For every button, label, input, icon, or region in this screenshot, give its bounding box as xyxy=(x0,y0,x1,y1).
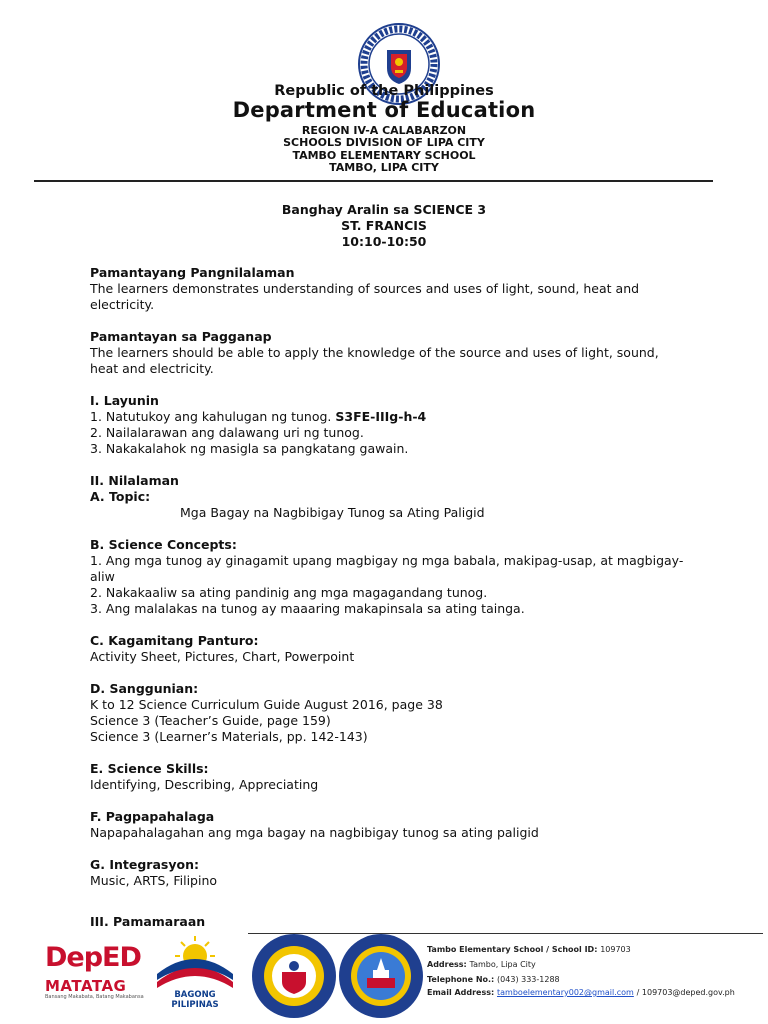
content-standard-heading: Pamantayang Pangnilalaman xyxy=(90,265,295,280)
header-region: REGION IV-A CALABARZON xyxy=(301,124,467,137)
reference-item: K to 12 Science Curriculum Guide August 2016, page 38 xyxy=(90,697,443,712)
plan-time: 10:10-10:50 xyxy=(341,234,427,249)
header-school: TAMBO ELEMENTARY SCHOOL xyxy=(292,149,476,162)
deped-logo: DepED xyxy=(45,942,141,973)
content-heading: II. Nilalaman xyxy=(90,473,179,488)
matatag-tagline: Bansang Makabata, Batang Makabansa xyxy=(45,994,144,1000)
reference-item: Science 3 (Learner’s Materials, pp. 142-143) xyxy=(90,729,368,744)
objective-item: 1. Natutukoy ang kahulugan ng tunog. S3FE-IIIg-h-4 xyxy=(90,409,427,424)
contact-school: Tambo Elementary School / School ID: 109703 xyxy=(427,945,631,954)
materials-heading: C. Kagamitang Panturo: xyxy=(90,633,259,648)
performance-standard-text: The learners should be able to apply the knowledge of the source and uses of light, sound, heat and electricity. xyxy=(90,345,659,376)
bagong-pilipinas-label: BAGONG PILIPINAS xyxy=(171,990,219,1010)
objective-item: 3. Nakakalahok ng masigla sa pangkatang gawain. xyxy=(90,441,409,456)
performance-standard-heading: Pamantayan sa Pagganap xyxy=(90,329,272,344)
integration-heading: G. Integrasyon: xyxy=(90,857,199,872)
values-text: Napapahalagahan ang mga bagay na nagbibigay tunog sa ating paligid xyxy=(90,825,539,840)
header-divider xyxy=(34,180,713,182)
header-division: SCHOOLS DIVISION OF LIPA CITY xyxy=(283,136,485,149)
concept-item: 2. Nakakaaliw sa ating pandinig ang mga magagandang tunog. xyxy=(90,585,488,600)
materials-text: Activity Sheet, Pictures, Chart, Powerpoint xyxy=(90,649,355,664)
contact-email: Email Address: tamboelementary002@gmail.com / 109703@deped.gov.ph xyxy=(427,988,735,997)
reference-item: Science 3 (Teacher’s Guide, page 159) xyxy=(90,713,331,728)
concept-item: 1. Ang mga tunog ay ginagamit upang magbigay ng mga babala, makipag-usap, at magbigay-aliw xyxy=(90,553,684,584)
matatag-logo: MATATAG xyxy=(45,977,127,995)
topic-label: A. Topic: xyxy=(90,489,151,504)
footer xyxy=(0,928,768,1024)
email-link[interactable]: tamboelementary002@gmail.com xyxy=(497,988,634,997)
lesson-plan-body xyxy=(90,265,690,930)
header-department: Department of Education xyxy=(232,98,536,122)
plan-title: Banghay Aralin sa SCIENCE 3 xyxy=(281,202,487,217)
concepts-heading: B. Science Concepts: xyxy=(90,537,237,552)
contact-phone: Telephone No.: (043) 333-1288 xyxy=(427,975,560,984)
skills-text: Identifying, Describing, Appreciating xyxy=(90,777,319,792)
references-heading: D. Sanggunian: xyxy=(90,681,199,696)
skills-heading: E. Science Skills: xyxy=(90,761,209,776)
contact-address: Address: Tambo, Lipa City xyxy=(427,960,536,969)
objective-code: S3FE-IIIg-h-4 xyxy=(335,409,427,424)
school-seal-icon xyxy=(337,932,425,1020)
procedure-heading: III. Pamamaraan xyxy=(90,914,206,929)
integration-text: Music, ARTS, Filipino xyxy=(90,873,218,888)
header-republic: Republic of the Philippines xyxy=(274,83,494,99)
topic-text: Mga Bagay na Nagbibigay Tunog sa Ating Paligid xyxy=(180,505,485,520)
values-heading: F. Pagpapahalaga xyxy=(90,809,215,824)
plan-section: ST. FRANCIS xyxy=(341,218,427,233)
content-standard-text: The learners demonstrates understanding of sources and uses of light, sound, heat and electricity. xyxy=(90,281,640,312)
objective-item: 2. Nailalarawan ang dalawang uri ng tunog. xyxy=(90,425,364,440)
header-location: TAMBO, LIPA CITY xyxy=(329,161,439,174)
division-seal-icon xyxy=(250,932,338,1020)
concept-item: 3. Ang malalakas na tunog ay maaaring makapinsala sa ating tainga. xyxy=(90,601,525,616)
objectives-heading: I. Layunin xyxy=(90,393,159,408)
